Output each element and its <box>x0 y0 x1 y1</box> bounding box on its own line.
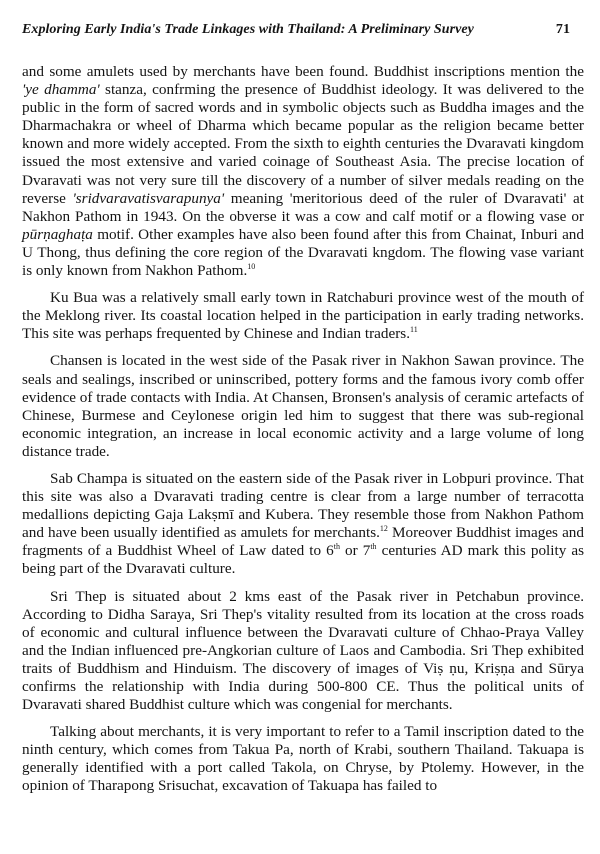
italic-term: pūrṇaghaṭa <box>22 225 93 243</box>
running-header <box>22 22 570 44</box>
italic-term: 'ye dhamma' <box>22 81 100 99</box>
paragraph <box>22 588 584 715</box>
paragraph <box>22 289 584 343</box>
text-run: motif. Other examples have also been found after this from Chainat, Inburi and U Thong, thus defining the core region of the Dvaravati kngdom. The flowing vase variant is only known from Nakhon Pathom. <box>22 225 584 280</box>
text-run: Ku Bua was a relatively small early town in Ratchaburi province west of the mouth of the Meklong river. Its coastal location helped in the participation in early trading networks. This site was perhaps frequented by Chinese and Indian traders. <box>22 289 584 343</box>
text-run: Chansen is located in the west side of the Pasak river in Nakhon Sawan province. The seals and sealings, inscribed or uninscribed, pottery forms and the famous ivory comb offer evidence of trade contacts with India. At Chansen, Bronsen's analysis of ceramic artefacts of Chinese, Burmese and Ceylonese origin led him to suggest that there was sub-regional economic integration, an increase in local economic activity and a large volume of long distance trade. <box>22 352 584 460</box>
text-run: stanza, confrming the presence of Buddhist ideology. It was delivered to the public in the form of sacred words and in symbolic objects such as Buddha images and the Dharmachakra or wheel of Dharma which became popular as the religion became better known and more widely accepted. From the sixth to eighth centuries the Dvaravati kingdom issued the most extensive and varied coinage of Southeast Asia. The precise location of Dvaravati was not very sure till the discovery of a number of silver medals reading on the reverse <box>22 81 584 207</box>
footnote-mark: th <box>370 542 377 552</box>
paragraph <box>22 470 584 579</box>
page-number: 71 <box>555 22 570 37</box>
footnote-mark: 11 <box>410 325 418 335</box>
text-run: centuries AD mark this polity as being part of the Dvaravati culture. <box>22 542 585 578</box>
running-title: Exploring Early India's Trade Linkages with Thailand: A Preliminary Survey <box>22 22 474 37</box>
paragraph <box>22 723 584 795</box>
text-run: meaning 'meritorious deed of the ruler of Dvaravati' at Nakhon Pathom in 1943. On the obverse it was a cow and calf motif or a flowing vase or <box>22 189 584 225</box>
body-text <box>22 63 584 805</box>
text-run: Talking about merchants, it is very important to refer to a Tamil inscription dated to the ninth century, which comes from Takua Pa, north of Krabi, southern Thailand. Takuapa is generally identified with a port called Takola, on Chryse, by Ptolemy. However, in the opinion of Tharapong Srisuchat, excavation of Takuapa has failed to <box>22 723 584 795</box>
footnote-mark: 10 <box>247 262 256 272</box>
paragraph <box>22 352 584 461</box>
italic-term: 'sridvaravatisvarapunya' <box>72 189 225 207</box>
text-run: Moreover Buddhist images and fragments of a Buddhist Wheel of Law dated to 6 <box>22 524 584 560</box>
paragraph <box>22 63 584 280</box>
text-run: Sri Thep is situated about 2 kms east of the Pasak river in Petchabun province. According to Didha Saraya, Sri Thep's vitality resulted from its location at the cross roads of economic and cultural influence between the Dvaravati culture of Chhao-Praya Valley and the Indian influenced pre-Angkorian culture of Laos and Cambodia. Sri Thep exhibited traits of Buddhism and Hinduism. The discovery of images of Viṣ ṇu, Kriṣṇa and Sūrya confirms the relationship with India during 500-800 CE. Thus the political units of Dvaravati shared Buddhist culture which was congenial for merchants. <box>22 587 584 714</box>
text-run: and some amulets used by merchants have been found. Buddhist inscriptions mention the <box>22 63 584 80</box>
footnote-mark: 12 <box>379 524 388 534</box>
footnote-mark: th <box>333 542 340 552</box>
text-run: or 7 <box>339 542 371 560</box>
text-run: Sab Champa is situated on the eastern side of the Pasak river in Lobpuri province. That this site was also a Dvaravati trading centre is clear from a large number of terracotta medallions depicting Gaja Lakṣmī and Kubera. They resemble those from Nakhon Pathom and have been usually identified as amulets for merchants. <box>22 469 584 542</box>
